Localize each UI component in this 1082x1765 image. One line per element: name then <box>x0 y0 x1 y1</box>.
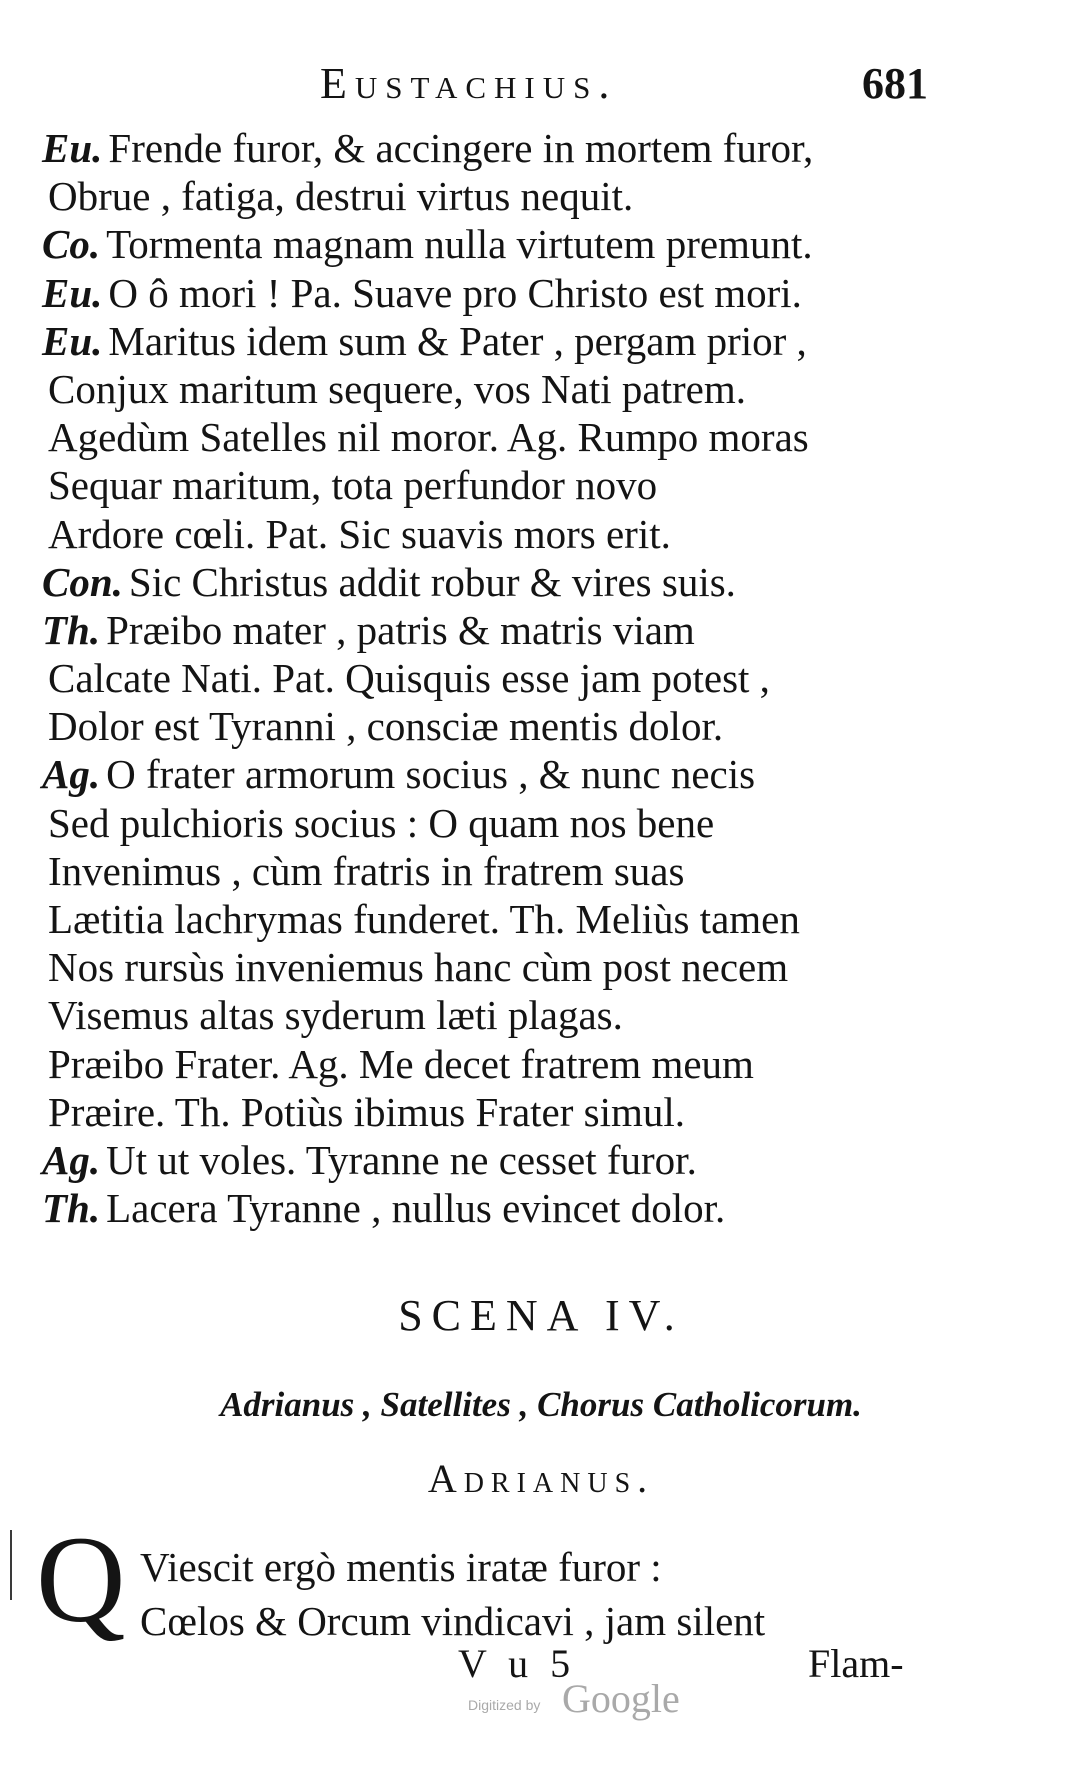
verse-line <box>42 510 942 558</box>
speaker-abbreviation: Th. <box>42 606 101 653</box>
running-head <box>0 58 1082 118</box>
verse-text: Præibo mater , patris & matris viam <box>106 606 695 653</box>
verse-text: Nos rursùs inveniemus hanc cùm post necem <box>48 944 789 991</box>
verse-text: Agedùm Satelles nil moror. Ag. Rumpo moras <box>48 414 809 461</box>
verse-line <box>42 558 942 606</box>
verse-line <box>42 895 942 943</box>
verse-line <box>42 1040 942 1088</box>
verse-text: Sic Christus addit robur & vires suis. <box>128 558 736 605</box>
verse-line <box>42 702 942 750</box>
verse-line <box>42 943 942 991</box>
speaker-abbreviation: Con. <box>42 558 123 605</box>
verse-text: Calcate Nati. Pat. Quisquis esse jam potest , <box>48 655 770 702</box>
verse-line <box>42 365 942 413</box>
verse-text: Tormenta magnam nulla virtutem premunt. <box>106 221 813 268</box>
verse-text: Lætitia lachrymas funderet. Th. Meliùs tamen <box>48 896 800 942</box>
dramatis-personae: Adrianus , Satellites , Chorus Catholicorum. <box>220 1385 862 1424</box>
speaker-abbreviation: Ag. <box>42 1136 101 1183</box>
verse-text: Obrue , fatiga, destrui virtus nequit. <box>48 173 634 220</box>
speaker-abbreviation: Eu. <box>42 317 103 364</box>
verse-line <box>42 750 942 798</box>
verse-line <box>42 317 942 365</box>
verse-text: Præire. Th. Potiùs ibimus Frater simul. <box>48 1088 686 1135</box>
verse-text: Maritus idem sum & Pater , pergam prior , <box>108 317 807 364</box>
verse-line <box>42 269 942 317</box>
verse-line <box>42 124 942 172</box>
verse-line <box>42 1088 942 1136</box>
verse-text: O frater armorum socius , & nunc necis <box>106 751 756 798</box>
verse-line <box>42 991 942 1039</box>
verse-text: Lacera Tyranne , nullus evincet dolor. <box>106 1185 726 1232</box>
verse-line: Cœlos & Orcum vindicavi , jam silent <box>140 1598 766 1644</box>
speaker-abbreviation: Eu. <box>42 125 103 171</box>
drop-cap: Q <box>36 1511 126 1648</box>
verse-text: Ardore cœli. Pat. Sic suavis mors erit. <box>48 510 671 557</box>
verse-line <box>42 1136 942 1184</box>
verse-line <box>42 461 942 509</box>
running-title: Eustachius. <box>320 59 618 108</box>
verse-text: Frende furor, & accingere in mortem furor, <box>108 125 814 171</box>
verse-line: Viescit ergò mentis iratæ furor : <box>140 1544 662 1590</box>
speaker-abbreviation: Co. <box>42 221 101 268</box>
verse-line <box>42 799 942 847</box>
verse-text: Visemus altas syderum læti plagas. <box>48 992 623 1039</box>
digitization-watermark <box>468 1675 708 1725</box>
verse-text: Conjux maritum sequere, vos Nati patrem. <box>48 365 746 412</box>
speaker-abbreviation: Th. <box>42 1185 101 1232</box>
verse-line <box>42 606 942 654</box>
page-number: 681 <box>862 59 928 108</box>
verse-line <box>42 172 942 220</box>
verse-line <box>42 220 942 268</box>
verse-line <box>42 847 942 895</box>
verse-text: Sequar maritum, tota perfundor novo <box>48 462 658 509</box>
verse-line <box>42 413 942 461</box>
speaker-abbreviation: Ag. <box>42 751 101 798</box>
watermark-brand: Google <box>562 1676 680 1721</box>
verse-text: O ô mori ! Pa. Suave pro Christo est mori. <box>108 269 802 316</box>
verse-text: Ut ut voles. Tyranne ne cesset furor. <box>106 1136 697 1183</box>
verse-text: Dolor est Tyranni , consciæ mentis dolor. <box>48 703 724 750</box>
catchword: Flam- <box>808 1641 904 1686</box>
verse-text: Præibo Frater. Ag. Me decet fratrem meum <box>48 1040 754 1087</box>
verse-line <box>42 1184 942 1232</box>
speaker-abbreviation: Eu. <box>42 269 103 316</box>
signature-mark: V u 5 <box>458 1641 577 1686</box>
verse-text: Sed pulchioris socius : O quam nos bene <box>48 799 715 846</box>
margin-rule <box>10 1530 12 1600</box>
verse-line <box>42 654 942 702</box>
speaker-heading: Adrianus. <box>427 1456 655 1501</box>
opening-lines <box>140 1540 940 1648</box>
verse-block <box>42 124 942 1232</box>
watermark-label: Digitized by <box>468 1697 541 1713</box>
scene-heading: SCENA IV. <box>398 1291 684 1340</box>
verse-text: Invenimus , cùm fratris in fratrem suas <box>48 847 685 894</box>
